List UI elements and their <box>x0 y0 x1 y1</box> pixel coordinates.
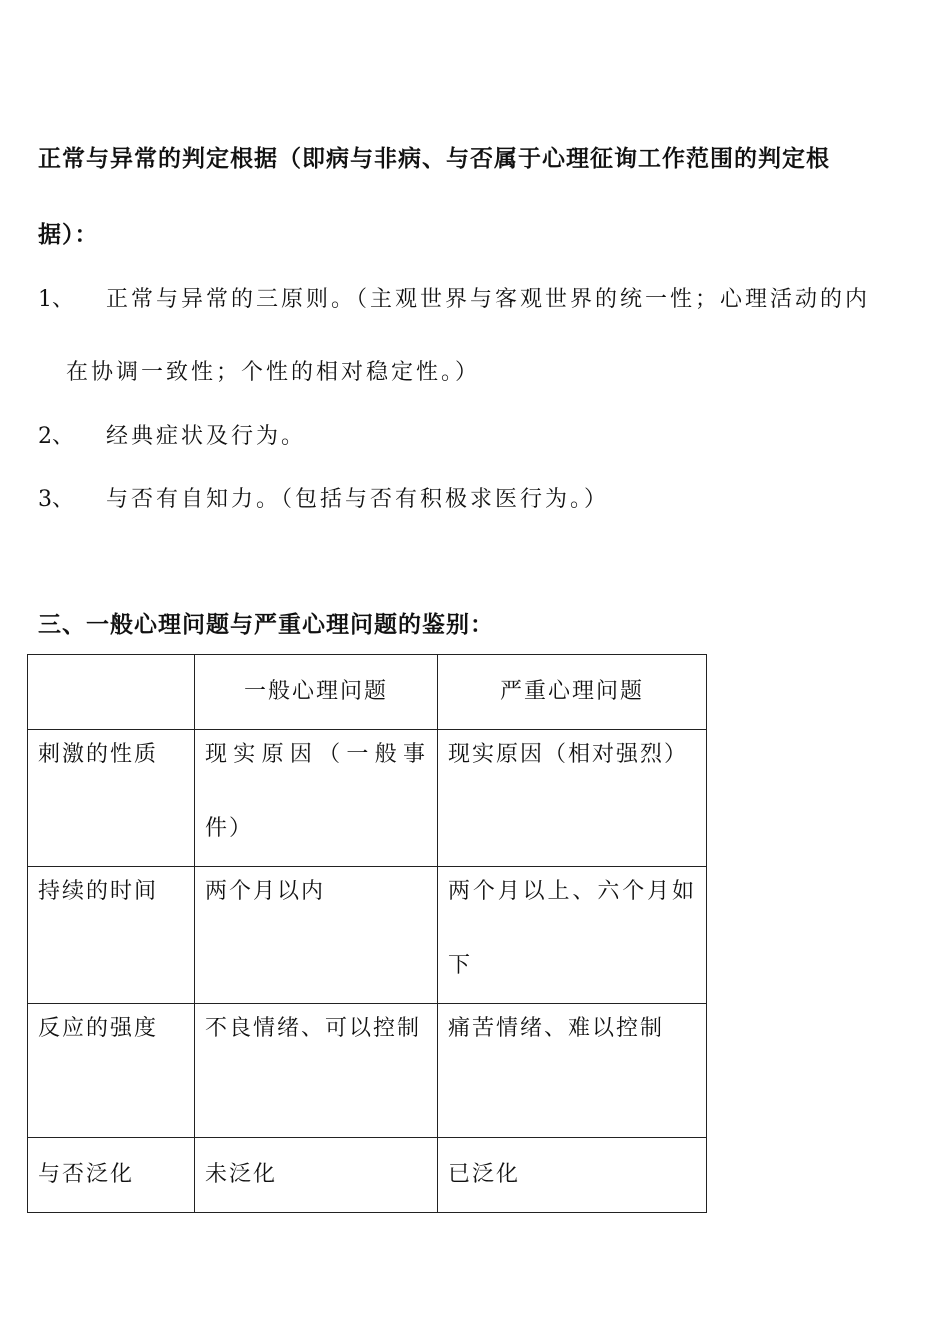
list-item-text: 经典症状及行为。 <box>106 424 307 449</box>
severe-cell-text: 现实原因（相对强烈） <box>448 742 689 767</box>
row-label-text: 反应的强度 <box>38 1016 159 1041</box>
general-cell-text: 两个月以内 <box>205 879 326 904</box>
list-item-text: 正常与异常的三原则。（主观世界与客观世界的统一性；心理活动的内 <box>106 287 871 312</box>
row-label-text: 刺激的性质 <box>38 742 159 767</box>
general-cell <box>195 730 438 867</box>
general-cell-text: 现实原因（一般事件） <box>205 742 427 841</box>
row-label <box>28 730 195 867</box>
severe-cell <box>438 1138 707 1213</box>
list-item-number: 3、 <box>38 487 74 512</box>
section3-heading: 三、一般心理问题与严重心理问题的鉴别： <box>38 611 494 638</box>
header-severe-problem: 严重心理问题 <box>438 655 707 730</box>
row-label-text: 持续的时间 <box>38 879 159 904</box>
comparison-table <box>27 654 707 1213</box>
list-item-number: 2、 <box>38 424 74 449</box>
severe-cell-text: 两个月以上、六个月如下 <box>448 879 696 978</box>
severe-cell <box>438 730 707 867</box>
table-row <box>28 730 707 867</box>
general-cell <box>195 1138 438 1213</box>
row-label <box>28 867 195 1004</box>
severe-cell-text: 痛苦情绪、难以控制 <box>448 1016 665 1041</box>
general-cell-text: 未泛化 <box>205 1162 278 1187</box>
row-label <box>28 1138 195 1213</box>
severe-cell <box>438 1004 707 1138</box>
list-item-text: 与否有自知力。（包括与否有积极求医行为。） <box>106 487 610 512</box>
table-row <box>28 867 707 1004</box>
table-row <box>28 1138 707 1213</box>
table-row <box>28 1004 707 1138</box>
row-label-text: 与否泛化 <box>38 1162 135 1187</box>
severe-cell-text: 已泛化 <box>448 1162 521 1187</box>
general-cell <box>195 1004 438 1138</box>
general-cell <box>195 867 438 1004</box>
row-label <box>28 1004 195 1138</box>
list-item-number: 1、 <box>38 287 74 312</box>
section-title-line2: 据）： <box>38 221 99 248</box>
general-cell-text: 不良情绪、可以控制 <box>205 1016 422 1041</box>
header-general-problem: 一般心理问题 <box>195 655 438 730</box>
section-title-line1: 正常与异常的判定根据（即病与非病、与否属于心理征询工作范围的判定根 <box>38 145 830 172</box>
severe-cell <box>438 867 707 1004</box>
list-item-text-continued: 在协调一致性；个性的相对稳定性。） <box>66 360 481 385</box>
